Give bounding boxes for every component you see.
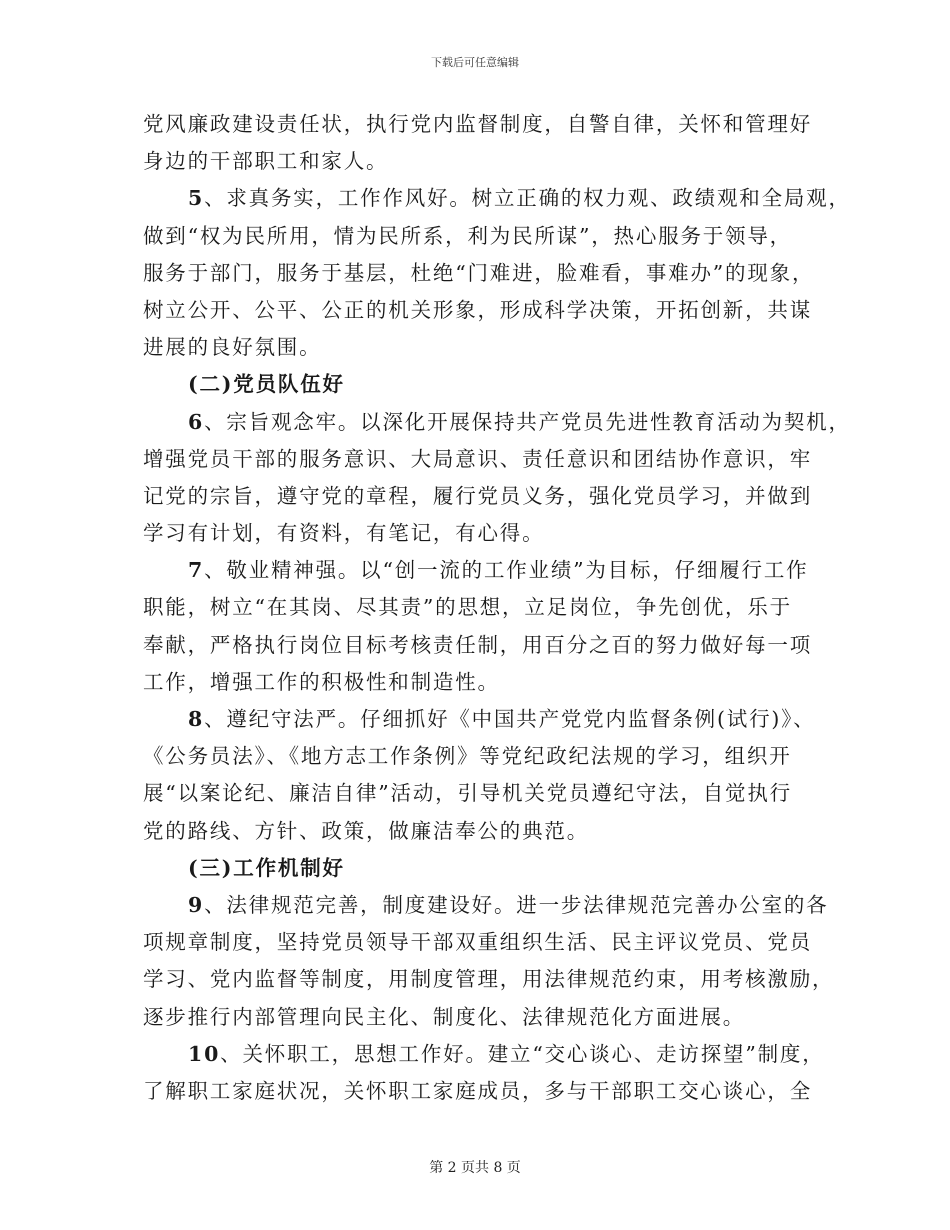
text-line: 服务于部门，服务于基层，杜绝“门难进，脸难看，事难办”的现象， xyxy=(143,260,815,285)
paragraph-first-line xyxy=(143,404,851,441)
text-line: 党的路线、方针、政策，做廉洁奉公的典范。 xyxy=(143,818,589,843)
section-heading: (三)工作机制好 xyxy=(188,855,345,880)
text-line: 逐步推行内部管理向民主化、制度化、法律规范化方面进展。 xyxy=(143,1004,746,1029)
text-line: 职能，树立“在其岗、尽其责”的思想，立足岗位，争先创优，乐于 xyxy=(143,595,792,620)
text-line: 身边的干部职工和家人。 xyxy=(143,149,389,174)
text-line: 做到“权为民所用，情为民所系，利为民所谋”，热心服务于领导， xyxy=(143,223,792,248)
paragraph-first-line xyxy=(143,887,829,924)
paragraph-text: 、宗旨观念牢。以深化开展保持共产党员先进性教育活动为契机， xyxy=(204,409,851,434)
section-heading: (二)党员队伍好 xyxy=(188,372,345,397)
item-number: 8 xyxy=(188,707,205,731)
page-header: 下载后可任意编辑 xyxy=(431,56,519,69)
item-number: 6 xyxy=(188,409,205,434)
text-line: 树立公开、公平、公正的机关形象，形成科学决策，开拓创新，共谋 xyxy=(143,297,812,322)
text-line: 《公务员法》、《地方志工作条例》等党纪政纪法规的学习，组织开 xyxy=(143,744,792,769)
text-line: 记党的宗旨，遵守党的章程，履行党员义务，强化党员学习，并做到 xyxy=(143,483,812,508)
paragraph-text: 、遵纪守法严。仔细抓好《中国共产党党内监督条例(试行)》、 xyxy=(204,707,816,731)
text-line: 工作，增强工作的积极性和制造性。 xyxy=(143,669,500,694)
item-number: 10 xyxy=(188,1041,221,1066)
text-line: 进展的良好氛围。 xyxy=(143,335,322,360)
text-line: 学习有计划，有资料，有笔记，有心得。 xyxy=(143,521,545,546)
text-line: 了解职工家庭状况，关怀职工家庭成员，多与干部职工交心谈心，全 xyxy=(143,1078,812,1103)
paragraph-text: 、关怀职工，思想工作好。建立“交心谈心、走访探望”制度， xyxy=(220,1041,825,1066)
text-line: 学习、党内监督等制度，用制度管理，用法律规范约束，用考核激励， xyxy=(143,967,835,992)
paragraph-first-line xyxy=(143,1036,823,1073)
item-number: 9 xyxy=(188,892,205,917)
item-number: 5 xyxy=(188,186,205,211)
paragraph-text: 、法律规范完善，制度建设好。进一步法律规范完善办公室的各 xyxy=(204,892,829,917)
paragraph-first-line xyxy=(143,180,851,217)
paragraph-text: 、敬业精神强。以“创一流的工作业绩”为目标，仔细履行工作 xyxy=(204,558,809,583)
page-footer: 第 2 页共 8 页 xyxy=(429,1160,521,1176)
text-line: 党风廉政建设责任状，执行党内监督制度，自警自律，关怀和管理好 xyxy=(143,112,812,136)
paragraph-text: 、求真务实，工作作风好。树立正确的权力观、政绩观和全局观， xyxy=(204,186,851,211)
text-line: 项规章制度，坚持党员领导干部双重组织生活、民主评议党员、党员 xyxy=(143,930,812,955)
item-number: 7 xyxy=(188,558,205,583)
text-line: 奉献，严格执行岗位目标考核责任制，用百分之百的努力做好每一项 xyxy=(143,632,812,657)
document-body xyxy=(143,106,851,1110)
paragraph-first-line xyxy=(143,701,823,738)
text-line: 增强党员干部的服务意识、大局意识、责任意识和团结协作意识，牢 xyxy=(143,446,812,471)
text-line: 展“以案论纪、廉洁自律”活动，引导机关党员遵纪守法，自觉执行 xyxy=(143,781,792,806)
paragraph-first-line xyxy=(143,552,823,589)
